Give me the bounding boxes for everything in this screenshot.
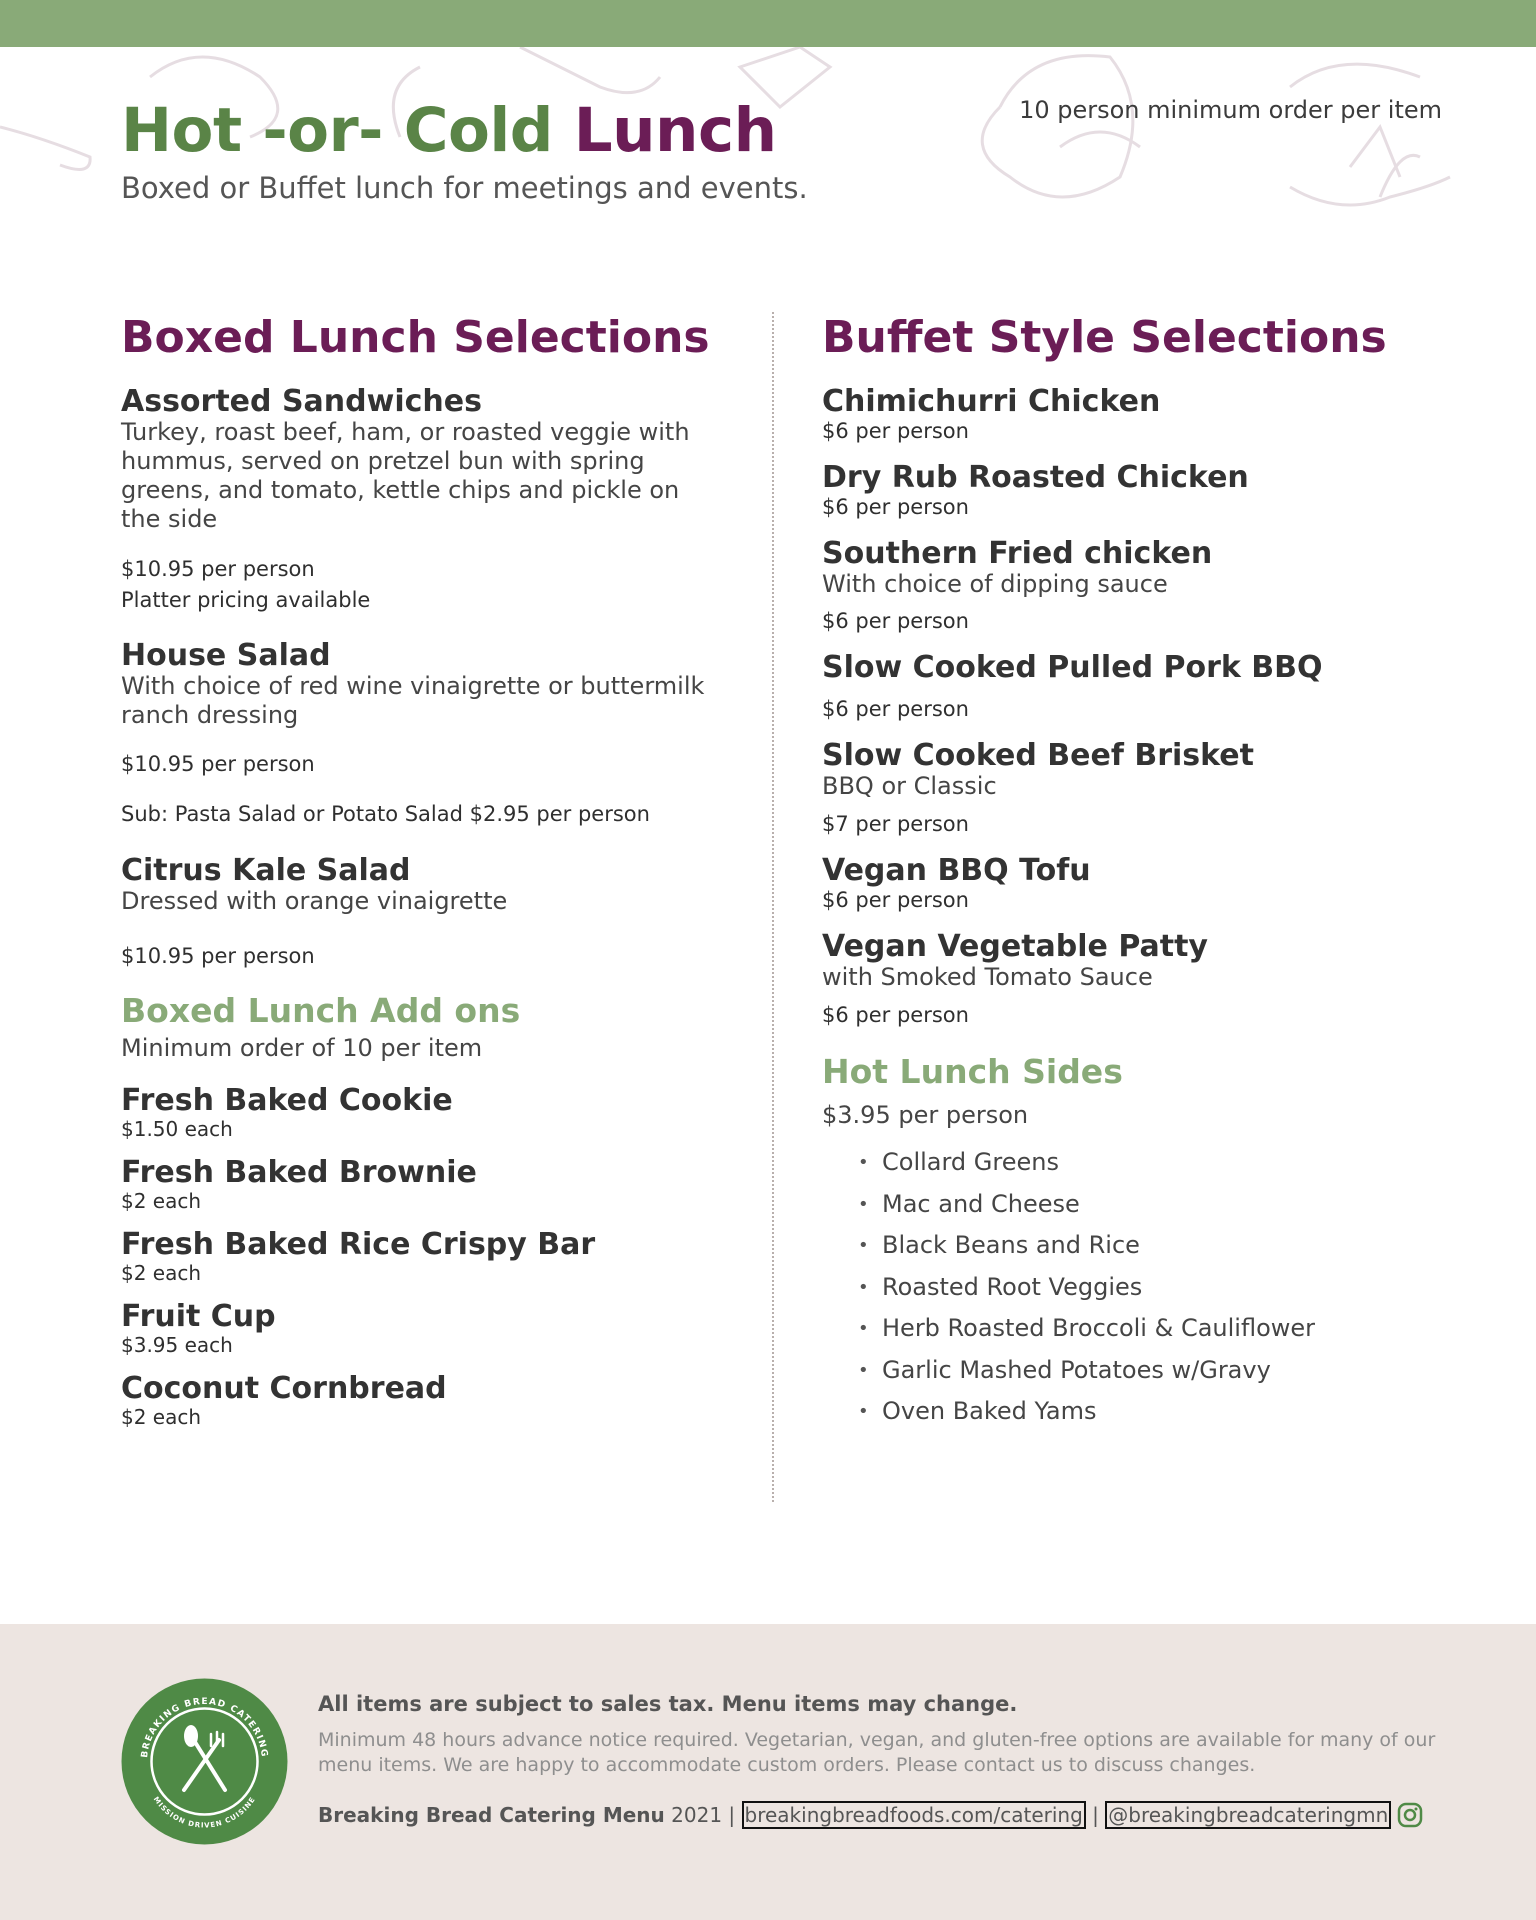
item-name: Chimichurri Chicken <box>822 384 1161 419</box>
addon-price: $2 each <box>121 1189 202 1213</box>
list-item <box>822 1391 1462 1433</box>
catering-seal-logo <box>121 1678 288 1845</box>
title-purple-part: Lunch <box>573 95 777 166</box>
boxed-lunch-column <box>121 312 721 1429</box>
tax-note: All items are subject to sales tax. Menu items may change. <box>318 1692 1018 1716</box>
addon-item <box>121 1373 721 1429</box>
menu-item-house-salad <box>121 640 721 827</box>
buffet-heading: Buffet Style Selections <box>822 312 1387 363</box>
footer-notice: Minimum 48 hours advance notice required. Vegetarian, vegan, and gluten-free options are available for many of our menu items. We are happy to accommodate custom orders. Please contact us to discuss changes. <box>318 1729 1436 1776</box>
buffet-item <box>822 386 1462 444</box>
boxed-lunch-heading: Boxed Lunch Selections <box>121 312 710 363</box>
separator: | <box>728 1803 736 1827</box>
item-price: $6 per person <box>822 495 969 519</box>
side-label: Collard Greens <box>882 1148 1059 1176</box>
item-name: Vegan Vegetable Patty <box>822 929 1208 964</box>
addons-list <box>121 1085 721 1429</box>
sides-price: $3.95 per person <box>822 1101 1029 1129</box>
minimum-order-note: 10 person minimum order per item <box>1019 96 1442 124</box>
item-description: BBQ or Classic <box>822 772 997 800</box>
item-extra: Sub: Pasta Salad or Potato Salad $2.95 per person <box>121 802 650 826</box>
list-item <box>822 1225 1462 1267</box>
buffet-item <box>822 855 1462 913</box>
buffet-item <box>822 538 1462 634</box>
item-name: Citrus Kale Salad <box>121 853 411 888</box>
item-name: Dry Rub Roasted Chicken <box>822 460 1249 495</box>
item-name: Vegan BBQ Tofu <box>822 853 1091 888</box>
item-name: Slow Cooked Beef Brisket <box>822 738 1254 773</box>
item-price: $7 per person <box>822 812 969 836</box>
bullet-icon: • <box>858 1318 869 1339</box>
item-description: Turkey, roast beef, ham, or roasted veggie with hummus, served on pretzel bun with spring greens, and tomato, kettle chips and pickle on the side <box>121 418 690 533</box>
item-description: With choice of red wine vinaigrette or buttermilk ranch dressing <box>121 672 705 729</box>
item-price: $10.95 per person <box>121 557 315 581</box>
addon-name: Fresh Baked Brownie <box>121 1155 477 1190</box>
side-label: Oven Baked Yams <box>882 1397 1097 1425</box>
addons-note: Minimum order of 10 per item <box>121 1034 483 1062</box>
item-description: With choice of dipping sauce <box>822 570 1168 598</box>
seal-top-text: BREAKING BREAD CATERING <box>140 1696 269 1759</box>
menu-year: 2021 <box>671 1803 723 1827</box>
list-item <box>822 1184 1462 1226</box>
buffet-item <box>822 652 1462 722</box>
list-item <box>822 1267 1462 1309</box>
addon-name: Coconut Cornbread <box>121 1371 447 1406</box>
top-color-bar <box>0 0 1536 47</box>
addons-heading: Boxed Lunch Add ons <box>121 991 521 1030</box>
list-item <box>822 1308 1462 1350</box>
separator: | <box>1092 1803 1099 1827</box>
side-label: Garlic Mashed Potatoes w/Gravy <box>882 1355 1271 1384</box>
buffet-item <box>822 740 1462 837</box>
side-label: Mac and Cheese <box>882 1189 1080 1218</box>
website-link[interactable]: breakingbreadfoods.com/catering <box>742 1801 1086 1829</box>
side-label: Black Beans and Rice <box>882 1231 1140 1259</box>
instagram-link[interactable]: @breakingbreadcateringmn <box>1105 1801 1391 1829</box>
item-price: $6 per person <box>822 697 969 721</box>
list-item <box>822 1142 1462 1184</box>
addon-item <box>121 1085 721 1141</box>
addon-item <box>121 1301 721 1357</box>
side-label: Roasted Root Veggies <box>882 1272 1143 1301</box>
seal-bottom-text: MISSION DRIVEN CUISINE <box>151 1795 258 1830</box>
item-name: Assorted Sandwiches <box>121 384 482 419</box>
sides-heading: Hot Lunch Sides <box>822 1052 1123 1091</box>
bullet-icon: • <box>858 1152 869 1173</box>
item-name: Slow Cooked Pulled Pork BBQ <box>822 650 1323 685</box>
menu-name: Breaking Bread Catering Menu <box>318 1803 665 1827</box>
addon-price: $3.95 each <box>121 1333 233 1357</box>
addon-price: $1.50 each <box>121 1117 233 1141</box>
bullet-icon: • <box>858 1359 869 1381</box>
page-subtitle: Boxed or Buffet lunch for meetings and events. <box>121 171 808 205</box>
menu-item-sandwiches <box>121 386 721 613</box>
addon-name: Fruit Cup <box>121 1299 276 1334</box>
buffet-item <box>822 931 1462 1028</box>
item-price: $10.95 per person <box>121 944 315 968</box>
item-price: $6 per person <box>822 888 969 912</box>
footer-credits <box>318 1801 1423 1829</box>
item-price: $10.95 per person <box>121 752 315 776</box>
item-price: $6 per person <box>822 609 969 633</box>
item-description: Dressed with orange vinaigrette <box>121 887 508 915</box>
bullet-icon: • <box>858 1235 869 1256</box>
bullet-icon: • <box>858 1193 869 1215</box>
addon-item <box>121 1157 721 1213</box>
bullet-icon: • <box>858 1401 869 1422</box>
item-name: House Salad <box>121 638 331 673</box>
item-price: $6 per person <box>822 419 969 443</box>
item-extra: Platter pricing available <box>121 588 371 612</box>
buffet-column <box>822 312 1462 1433</box>
sides-list <box>822 1142 1462 1433</box>
addon-price: $2 each <box>121 1261 202 1285</box>
addon-price: $2 each <box>121 1405 202 1429</box>
column-divider <box>772 312 774 1502</box>
instagram-icon[interactable] <box>1397 1802 1423 1828</box>
menu-item-kale-salad <box>121 855 721 969</box>
list-item <box>822 1350 1462 1392</box>
buffet-item <box>822 462 1462 520</box>
addon-name: Fresh Baked Cookie <box>121 1083 453 1118</box>
title-green-part: Hot -or- Cold <box>121 95 553 166</box>
item-description: with Smoked Tomato Sauce <box>822 963 1153 991</box>
side-label: Herb Roasted Broccoli & Cauliflower <box>882 1314 1316 1342</box>
bullet-icon: • <box>858 1276 869 1298</box>
page-title <box>121 96 777 166</box>
item-price: $6 per person <box>822 1003 969 1027</box>
addon-item <box>121 1229 721 1285</box>
addon-name: Fresh Baked Rice Crispy Bar <box>121 1227 596 1262</box>
item-name: Southern Fried chicken <box>822 536 1213 571</box>
